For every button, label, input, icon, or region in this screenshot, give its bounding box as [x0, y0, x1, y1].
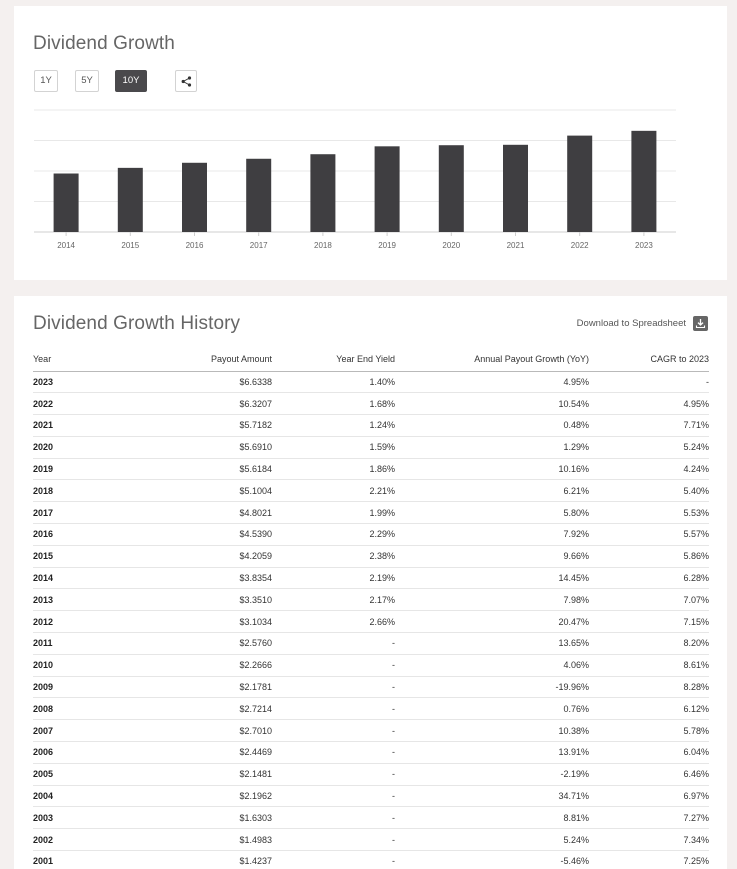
table-row [33, 480, 709, 502]
cell-year: 2010 [33, 654, 125, 676]
cell-year: 2012 [33, 611, 125, 633]
cell-cagr: 7.34% [589, 829, 709, 851]
cell-yield: 1.59% [272, 436, 395, 458]
cell-yield: 2.19% [272, 567, 395, 589]
cell-growth: 34.71% [395, 785, 589, 807]
cell-year: 2017 [33, 502, 125, 524]
x-tick-label: 2017 [249, 241, 268, 250]
cell-year: 2014 [33, 567, 125, 589]
col-payout-header[interactable]: Payout Amount [125, 347, 272, 371]
cell-payout: $2.4469 [125, 742, 272, 764]
cell-year: 2011 [33, 633, 125, 655]
cell-year: 2015 [33, 545, 125, 567]
table-row [33, 567, 709, 589]
cell-payout: $2.2666 [125, 654, 272, 676]
cell-growth: 9.66% [395, 545, 589, 567]
cell-yield: - [272, 763, 395, 785]
x-tick-label: 2021 [506, 241, 525, 250]
table-row [33, 393, 709, 415]
cell-growth: 20.47% [395, 611, 589, 633]
cell-yield: 2.17% [272, 589, 395, 611]
cell-cagr: 7.25% [589, 851, 709, 869]
cell-cagr: 5.24% [589, 436, 709, 458]
table-row [33, 633, 709, 655]
table-row [33, 436, 709, 458]
col-yield-header[interactable]: Year End Yield [272, 347, 395, 371]
x-tick-label: 2015 [121, 241, 140, 250]
col-cagr-header[interactable]: CAGR to 2023 [589, 347, 709, 371]
cell-cagr: 7.71% [589, 415, 709, 437]
cell-year: 2001 [33, 851, 125, 869]
cell-yield: - [272, 720, 395, 742]
cell-cagr: - [589, 371, 709, 393]
cell-payout: $2.1781 [125, 676, 272, 698]
cell-cagr: 7.15% [589, 611, 709, 633]
cell-year: 2021 [33, 415, 125, 437]
cell-cagr: 8.61% [589, 654, 709, 676]
table-body [33, 371, 709, 869]
cell-cagr: 8.20% [589, 633, 709, 655]
cell-cagr: 6.46% [589, 763, 709, 785]
cell-growth: 4.06% [395, 654, 589, 676]
x-tick-label: 2023 [635, 241, 653, 250]
cell-payout: $6.3207 [125, 393, 272, 415]
cell-yield: - [272, 654, 395, 676]
bar-2021[interactable] [503, 145, 528, 232]
cell-payout: $3.8354 [125, 567, 272, 589]
cell-growth: 13.65% [395, 633, 589, 655]
col-year-header[interactable]: Year [33, 347, 125, 371]
table-row [33, 829, 709, 851]
cell-payout: $1.4983 [125, 829, 272, 851]
cell-growth: 10.16% [395, 458, 589, 480]
table-row [33, 502, 709, 524]
table-row [33, 742, 709, 764]
cell-growth: 8.81% [395, 807, 589, 829]
x-tick-label: 2020 [442, 241, 461, 250]
cell-yield: - [272, 807, 395, 829]
cell-payout: $3.3510 [125, 589, 272, 611]
table-row [33, 676, 709, 698]
cell-year: 2002 [33, 829, 125, 851]
cell-yield: 1.86% [272, 458, 395, 480]
cell-growth: 6.21% [395, 480, 589, 502]
cell-payout: $2.7214 [125, 698, 272, 720]
cell-cagr: 5.86% [589, 545, 709, 567]
bar-2015[interactable] [118, 168, 143, 232]
cell-yield: - [272, 742, 395, 764]
cell-growth: -5.46% [395, 851, 589, 869]
cell-payout: $2.1962 [125, 785, 272, 807]
bar-2022[interactable] [567, 136, 592, 232]
cell-year: 2007 [33, 720, 125, 742]
dividend-growth-chart [14, 6, 727, 280]
cell-yield: - [272, 698, 395, 720]
cell-payout: $4.8021 [125, 502, 272, 524]
range-1y-button[interactable]: 1Y [34, 70, 58, 92]
table-row [33, 698, 709, 720]
cell-cagr: 6.97% [589, 785, 709, 807]
cell-yield: 1.68% [272, 393, 395, 415]
bar-2019[interactable] [375, 146, 400, 232]
bar-2023[interactable] [631, 131, 656, 232]
cell-cagr: 5.78% [589, 720, 709, 742]
cell-growth: 0.76% [395, 698, 589, 720]
cell-year: 2018 [33, 480, 125, 502]
cell-payout: $5.6910 [125, 436, 272, 458]
table-row [33, 415, 709, 437]
cell-year: 2016 [33, 524, 125, 546]
dividend-history-table [33, 347, 709, 869]
cell-cagr: 4.95% [589, 393, 709, 415]
cell-growth: 13.91% [395, 742, 589, 764]
cell-payout: $5.7182 [125, 415, 272, 437]
cell-yield: 1.40% [272, 371, 395, 393]
table-row [33, 545, 709, 567]
cell-growth: 7.98% [395, 589, 589, 611]
cell-payout: $2.5760 [125, 633, 272, 655]
cell-yield: - [272, 633, 395, 655]
cell-cagr: 5.40% [589, 480, 709, 502]
x-tick-label: 2014 [57, 241, 75, 250]
range-5y-button[interactable]: 5Y [75, 70, 99, 92]
table-row [33, 851, 709, 869]
cell-yield: - [272, 829, 395, 851]
table-row [33, 524, 709, 546]
bar-2017[interactable] [246, 159, 271, 232]
table-row [33, 371, 709, 393]
cell-payout: $1.4237 [125, 851, 272, 869]
cell-yield: 2.38% [272, 545, 395, 567]
cell-yield: 2.29% [272, 524, 395, 546]
cell-yield: 1.99% [272, 502, 395, 524]
cell-cagr: 7.27% [589, 807, 709, 829]
cell-growth: 4.95% [395, 371, 589, 393]
cell-growth: 10.38% [395, 720, 589, 742]
cell-yield: 2.66% [272, 611, 395, 633]
cell-year: 2022 [33, 393, 125, 415]
cell-cagr: 8.28% [589, 676, 709, 698]
cell-cagr: 6.12% [589, 698, 709, 720]
cell-yield: - [272, 851, 395, 869]
table-header-row [33, 347, 709, 371]
cell-growth: 0.48% [395, 415, 589, 437]
chart-bars [54, 131, 657, 232]
cell-growth: 1.29% [395, 436, 589, 458]
cell-payout: $5.6184 [125, 458, 272, 480]
cell-year: 2003 [33, 807, 125, 829]
cell-growth: 7.92% [395, 524, 589, 546]
cell-cagr: 6.28% [589, 567, 709, 589]
cell-growth: -19.96% [395, 676, 589, 698]
cell-payout: $4.2059 [125, 545, 272, 567]
download-icon [693, 316, 708, 331]
cell-yield: - [272, 676, 395, 698]
cell-cagr: 6.04% [589, 742, 709, 764]
cell-growth: 14.45% [395, 567, 589, 589]
bar-2020[interactable] [439, 145, 464, 232]
cell-year: 2004 [33, 785, 125, 807]
table-row [33, 763, 709, 785]
x-tick-label: 2019 [378, 241, 396, 250]
dividend-growth-card [14, 6, 727, 280]
range-10y-button[interactable]: 10Y [115, 70, 147, 92]
cell-payout: $5.1004 [125, 480, 272, 502]
dividend-history-title: Dividend Growth History [33, 313, 241, 334]
dividend-history-card [14, 296, 727, 869]
cell-growth: -2.19% [395, 763, 589, 785]
cell-yield: - [272, 785, 395, 807]
x-tick-label: 2022 [570, 241, 589, 250]
x-tick-label: 2016 [185, 241, 204, 250]
table-row [33, 458, 709, 480]
cell-payout: $2.1481 [125, 763, 272, 785]
cell-year: 2020 [33, 436, 125, 458]
bar-2014[interactable] [54, 174, 79, 232]
dividend-growth-title: Dividend Growth [33, 33, 175, 54]
cell-cagr: 5.53% [589, 502, 709, 524]
table-row [33, 589, 709, 611]
cell-cagr: 4.24% [589, 458, 709, 480]
cell-year: 2019 [33, 458, 125, 480]
table-row [33, 807, 709, 829]
cell-year: 2006 [33, 742, 125, 764]
chart-x-axis [57, 232, 653, 250]
cell-growth: 5.24% [395, 829, 589, 851]
table-row [33, 785, 709, 807]
cell-growth: 10.54% [395, 393, 589, 415]
cell-growth: 5.80% [395, 502, 589, 524]
table-row [33, 611, 709, 633]
col-growth-header[interactable]: Annual Payout Growth (YoY) [395, 347, 589, 371]
cell-cagr: 7.07% [589, 589, 709, 611]
cell-yield: 1.24% [272, 415, 395, 437]
cell-payout: $6.6338 [125, 371, 272, 393]
cell-yield: 2.21% [272, 480, 395, 502]
bar-2016[interactable] [182, 163, 207, 232]
download-spreadsheet-link[interactable] [577, 316, 708, 331]
table-row [33, 654, 709, 676]
table-row [33, 720, 709, 742]
cell-year: 2005 [33, 763, 125, 785]
bar-2018[interactable] [310, 154, 335, 232]
cell-year: 2023 [33, 371, 125, 393]
download-label: Download to Spreadsheet [576, 318, 686, 329]
cell-payout: $3.1034 [125, 611, 272, 633]
cell-payout: $4.5390 [125, 524, 272, 546]
cell-year: 2009 [33, 676, 125, 698]
cell-cagr: 5.57% [589, 524, 709, 546]
cell-year: 2013 [33, 589, 125, 611]
cell-payout: $2.7010 [125, 720, 272, 742]
cell-year: 2008 [33, 698, 125, 720]
cell-payout: $1.6303 [125, 807, 272, 829]
x-tick-label: 2018 [314, 241, 332, 250]
